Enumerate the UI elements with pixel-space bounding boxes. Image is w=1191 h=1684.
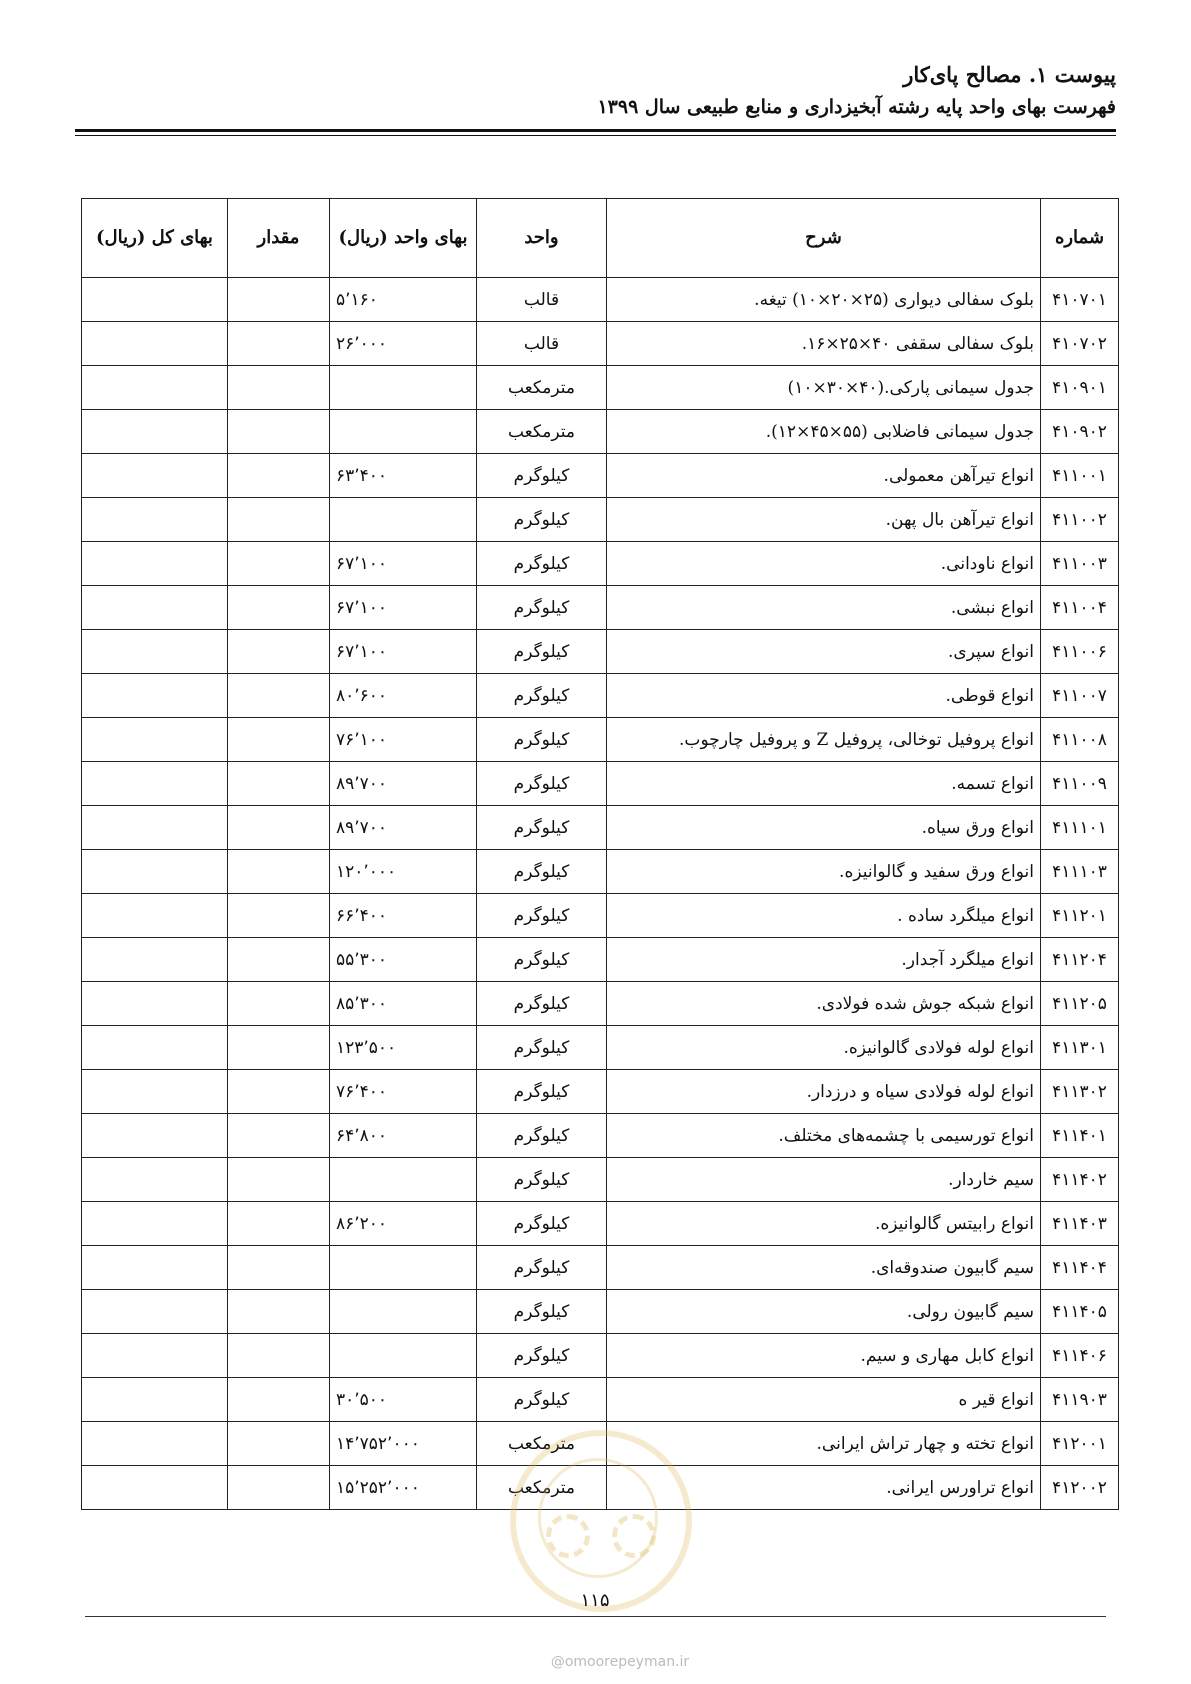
item-total	[82, 982, 228, 1026]
item-unit: کیلوگرم	[477, 938, 607, 982]
item-total	[82, 1290, 228, 1334]
table-row	[82, 498, 1119, 542]
item-unit-price	[330, 410, 477, 454]
footer-rule	[85, 1616, 1106, 1617]
item-code: ۴۱۱۰۰۴	[1041, 586, 1119, 630]
item-unit-price: ۱۲۰٬۰۰۰	[330, 850, 477, 894]
item-code: ۴۱۱۲۰۵	[1041, 982, 1119, 1026]
item-unit-price: ۸۹٬۷۰۰	[330, 806, 477, 850]
item-unit: مترمکعب	[477, 366, 607, 410]
col-header-unit: واحد	[477, 199, 607, 278]
item-quantity	[228, 1026, 330, 1070]
price-list-table	[81, 198, 1119, 1510]
item-total	[82, 454, 228, 498]
item-quantity	[228, 1334, 330, 1378]
item-code: ۴۱۱۴۰۴	[1041, 1246, 1119, 1290]
col-header-unit-price: بهای واحد (ریال)	[330, 199, 477, 278]
item-unit-price: ۸۶٬۲۰۰	[330, 1202, 477, 1246]
item-quantity	[228, 718, 330, 762]
item-unit: کیلوگرم	[477, 762, 607, 806]
item-unit: کیلوگرم	[477, 1158, 607, 1202]
item-code: ۴۱۱۴۰۵	[1041, 1290, 1119, 1334]
item-code: ۴۱۱۴۰۳	[1041, 1202, 1119, 1246]
item-unit: کیلوگرم	[477, 894, 607, 938]
item-description: انواع کابل مهاری و سیم.	[607, 1334, 1041, 1378]
table-row	[82, 410, 1119, 454]
item-total	[82, 1334, 228, 1378]
item-code: ۴۱۱۰۰۶	[1041, 630, 1119, 674]
item-description: انواع تسمه.	[607, 762, 1041, 806]
item-unit-price: ۶۴٬۸۰۰	[330, 1114, 477, 1158]
item-unit-price: ۶۶٬۴۰۰	[330, 894, 477, 938]
item-description: انواع میلگرد آجدار.	[607, 938, 1041, 982]
item-code: ۴۱۰۷۰۱	[1041, 278, 1119, 322]
item-unit-price: ۸۹٬۷۰۰	[330, 762, 477, 806]
item-code: ۴۱۱۱۰۳	[1041, 850, 1119, 894]
item-total	[82, 498, 228, 542]
item-unit: کیلوگرم	[477, 718, 607, 762]
item-code: ۴۱۲۰۰۱	[1041, 1422, 1119, 1466]
item-quantity	[228, 586, 330, 630]
item-quantity	[228, 1158, 330, 1202]
item-quantity	[228, 1290, 330, 1334]
item-total	[82, 806, 228, 850]
item-description: سیم گابیون رولی.	[607, 1290, 1041, 1334]
table-row	[82, 1070, 1119, 1114]
item-quantity	[228, 1202, 330, 1246]
item-total	[82, 1246, 228, 1290]
appendix-title: پیوست ۱. مصالح پای‌کار	[903, 62, 1116, 87]
item-quantity	[228, 1422, 330, 1466]
item-unit: کیلوگرم	[477, 454, 607, 498]
item-quantity	[228, 542, 330, 586]
item-description: انواع قوطی.	[607, 674, 1041, 718]
item-description: انواع تراورس ایرانی.	[607, 1466, 1041, 1510]
item-description: انواع قیر ه	[607, 1378, 1041, 1422]
item-quantity	[228, 850, 330, 894]
col-header-code: شماره	[1041, 199, 1119, 278]
item-unit-price: ۱۵٬۲۵۲٬۰۰۰	[330, 1466, 477, 1510]
item-total	[82, 542, 228, 586]
item-unit-price: ۳۰٬۵۰۰	[330, 1378, 477, 1422]
table-row	[82, 1378, 1119, 1422]
item-quantity	[228, 982, 330, 1026]
item-unit: کیلوگرم	[477, 1290, 607, 1334]
item-code: ۴۱۱۰۰۹	[1041, 762, 1119, 806]
item-code: ۴۱۱۴۰۱	[1041, 1114, 1119, 1158]
item-total	[82, 674, 228, 718]
item-total	[82, 586, 228, 630]
item-quantity	[228, 366, 330, 410]
item-total	[82, 938, 228, 982]
item-code: ۴۱۱۴۰۶	[1041, 1334, 1119, 1378]
table-row	[82, 762, 1119, 806]
table-row	[82, 1026, 1119, 1070]
item-description: انواع سپری.	[607, 630, 1041, 674]
item-unit: کیلوگرم	[477, 1202, 607, 1246]
item-unit: کیلوگرم	[477, 542, 607, 586]
item-quantity	[228, 498, 330, 542]
item-unit-price: ۱۴٬۷۵۲٬۰۰۰	[330, 1422, 477, 1466]
table-row	[82, 322, 1119, 366]
table-row	[82, 674, 1119, 718]
item-total	[82, 894, 228, 938]
item-unit-price: ۷۶٬۱۰۰	[330, 718, 477, 762]
table-row	[82, 1334, 1119, 1378]
item-total	[82, 630, 228, 674]
item-unit-price: ۱۲۳٬۵۰۰	[330, 1026, 477, 1070]
item-total	[82, 410, 228, 454]
item-description: جدول سیمانی فاضلابی (۵۵×۴۵×۱۲).	[607, 410, 1041, 454]
item-description: سیم خاردار.	[607, 1158, 1041, 1202]
table-row	[82, 1158, 1119, 1202]
item-unit: کیلوگرم	[477, 1334, 607, 1378]
table-row	[82, 1114, 1119, 1158]
item-quantity	[228, 1378, 330, 1422]
item-code: ۴۱۱۱۰۱	[1041, 806, 1119, 850]
item-description: انواع تورسیمی با چشمه‌های مختلف.	[607, 1114, 1041, 1158]
table-row	[82, 278, 1119, 322]
item-total	[82, 278, 228, 322]
item-total	[82, 762, 228, 806]
item-description: بلوک سفالی دیواری (۲۵×۲۰×۱۰) تیغه.	[607, 278, 1041, 322]
header-rule-thin	[75, 135, 1116, 136]
item-quantity	[228, 278, 330, 322]
item-unit: کیلوگرم	[477, 982, 607, 1026]
item-total	[82, 322, 228, 366]
item-unit: کیلوگرم	[477, 1378, 607, 1422]
item-code: ۴۱۰۹۰۲	[1041, 410, 1119, 454]
item-quantity	[228, 1070, 330, 1114]
item-description: انواع لوله فولادی گالوانیزه.	[607, 1026, 1041, 1070]
item-code: ۴۱۲۰۰۲	[1041, 1466, 1119, 1510]
item-code: ۴۱۱۳۰۱	[1041, 1026, 1119, 1070]
website-watermark: @omoorepeyman.ir	[550, 1654, 690, 1670]
page-number: ۱۱۵	[580, 1590, 610, 1611]
item-unit: کیلوگرم	[477, 674, 607, 718]
item-unit: مترمکعب	[477, 1466, 607, 1510]
col-header-quantity: مقدار	[228, 199, 330, 278]
table-row	[82, 894, 1119, 938]
item-unit-price: ۷۶٬۴۰۰	[330, 1070, 477, 1114]
item-unit: کیلوگرم	[477, 1114, 607, 1158]
item-unit-price	[330, 1334, 477, 1378]
item-description: انواع نبشی.	[607, 586, 1041, 630]
item-unit-price: ۶۷٬۱۰۰	[330, 630, 477, 674]
table-row	[82, 586, 1119, 630]
item-quantity	[228, 410, 330, 454]
item-description: انواع میلگرد ساده .	[607, 894, 1041, 938]
item-unit: مترمکعب	[477, 1422, 607, 1466]
item-unit: قالب	[477, 322, 607, 366]
item-unit: قالب	[477, 278, 607, 322]
item-code: ۴۱۰۹۰۱	[1041, 366, 1119, 410]
item-description: انواع لوله فولادی سیاه و درزدار.	[607, 1070, 1041, 1114]
item-description: انواع تیرآهن معمولی.	[607, 454, 1041, 498]
item-unit: کیلوگرم	[477, 850, 607, 894]
item-code: ۴۱۱۰۰۸	[1041, 718, 1119, 762]
item-code: ۴۱۰۷۰۲	[1041, 322, 1119, 366]
table-row	[82, 1246, 1119, 1290]
table-row	[82, 806, 1119, 850]
item-quantity	[228, 894, 330, 938]
item-total	[82, 1114, 228, 1158]
item-total	[82, 850, 228, 894]
item-quantity	[228, 630, 330, 674]
item-total	[82, 1378, 228, 1422]
item-code: ۴۱۱۰۰۷	[1041, 674, 1119, 718]
table-row	[82, 982, 1119, 1026]
item-total	[82, 366, 228, 410]
item-code: ۴۱۱۰۰۱	[1041, 454, 1119, 498]
item-description: انواع شبکه جوش شده فولادی.	[607, 982, 1041, 1026]
table-row	[82, 1202, 1119, 1246]
item-quantity	[228, 674, 330, 718]
item-code: ۴۱۱۰۰۳	[1041, 542, 1119, 586]
item-unit: کیلوگرم	[477, 1246, 607, 1290]
item-unit-price	[330, 1246, 477, 1290]
item-quantity	[228, 454, 330, 498]
item-description: انواع ورق سیاه.	[607, 806, 1041, 850]
table-row	[82, 1290, 1119, 1334]
item-description: انواع رابیتس گالوانیزه.	[607, 1202, 1041, 1246]
item-unit-price: ۶۳٬۴۰۰	[330, 454, 477, 498]
table-row	[82, 630, 1119, 674]
item-quantity	[228, 1246, 330, 1290]
item-unit-price: ۵٬۱۶۰	[330, 278, 477, 322]
item-unit-price: ۶۷٬۱۰۰	[330, 586, 477, 630]
item-description: جدول سیمانی پارکی.(۴۰×۳۰×۱۰)	[607, 366, 1041, 410]
item-description: انواع تخته و چهار تراش ایرانی.	[607, 1422, 1041, 1466]
item-total	[82, 1466, 228, 1510]
table-row	[82, 454, 1119, 498]
item-unit: کیلوگرم	[477, 586, 607, 630]
col-header-desc: شرح	[607, 199, 1041, 278]
item-description: بلوک سفالی سقفی ۴۰×۲۵×۱۶.	[607, 322, 1041, 366]
item-unit: مترمکعب	[477, 410, 607, 454]
table-row	[82, 718, 1119, 762]
item-total	[82, 1158, 228, 1202]
item-unit-price: ۲۶٬۰۰۰	[330, 322, 477, 366]
item-unit: کیلوگرم	[477, 1026, 607, 1070]
item-unit-price: ۵۵٬۳۰۰	[330, 938, 477, 982]
item-unit: کیلوگرم	[477, 1070, 607, 1114]
item-total	[82, 1070, 228, 1114]
item-description: انواع تیرآهن بال پهن.	[607, 498, 1041, 542]
item-code: ۴۱۱۳۰۲	[1041, 1070, 1119, 1114]
item-unit-price: ۸۰٬۶۰۰	[330, 674, 477, 718]
item-description: سیم گابیون صندوقه‌ای.	[607, 1246, 1041, 1290]
item-unit-price	[330, 366, 477, 410]
item-code: ۴۱۱۹۰۳	[1041, 1378, 1119, 1422]
document-title: فهرست بهای واحد پایه رشته آبخیزداری و منابع طبیعی سال ۱۳۹۹	[597, 96, 1116, 118]
item-unit-price	[330, 498, 477, 542]
item-unit: کیلوگرم	[477, 806, 607, 850]
table-row	[82, 850, 1119, 894]
header-rule-thick	[75, 129, 1116, 132]
item-code: ۴۱۱۲۰۱	[1041, 894, 1119, 938]
item-code: ۴۱۱۲۰۴	[1041, 938, 1119, 982]
item-quantity	[228, 1466, 330, 1510]
company-seal-watermark	[510, 1430, 692, 1612]
table-row	[82, 366, 1119, 410]
item-unit-price	[330, 1158, 477, 1202]
item-unit: کیلوگرم	[477, 630, 607, 674]
item-code: ۴۱۱۰۰۲	[1041, 498, 1119, 542]
item-description: انواع پروفیل توخالی، پروفیل Z و پروفیل چارچوب.	[607, 718, 1041, 762]
col-header-total: بهای کل (ریال)	[82, 199, 228, 278]
item-total	[82, 1202, 228, 1246]
item-total	[82, 1026, 228, 1070]
item-code: ۴۱۱۴۰۲	[1041, 1158, 1119, 1202]
item-description: انواع ناودانی.	[607, 542, 1041, 586]
item-quantity	[228, 762, 330, 806]
item-quantity	[228, 806, 330, 850]
item-description: انواع ورق سفید و گالوانیزه.	[607, 850, 1041, 894]
table-row	[82, 542, 1119, 586]
item-unit-price: ۸۵٬۳۰۰	[330, 982, 477, 1026]
item-unit-price: ۶۷٬۱۰۰	[330, 542, 477, 586]
item-total	[82, 718, 228, 762]
item-quantity	[228, 1114, 330, 1158]
item-quantity	[228, 938, 330, 982]
table-row	[82, 938, 1119, 982]
item-total	[82, 1422, 228, 1466]
item-unit-price	[330, 1290, 477, 1334]
table-header-row	[82, 199, 1119, 278]
item-unit: کیلوگرم	[477, 498, 607, 542]
item-quantity	[228, 322, 330, 366]
